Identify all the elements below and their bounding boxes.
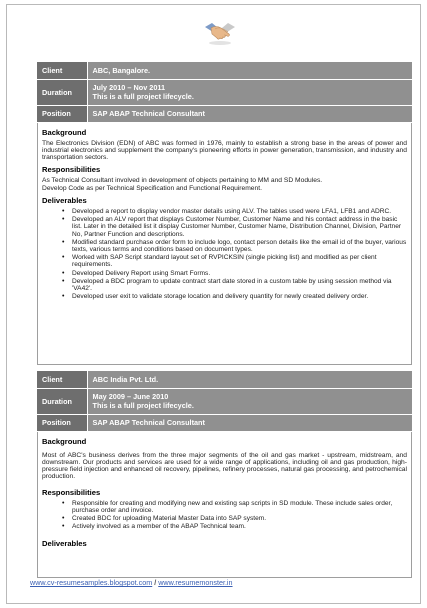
list-item: • Developed a report to display vendor master details using ALV. The tables used were LFA1, LFB1 and ADRC.	[62, 208, 407, 215]
list-item: • Modified standard purchase order form to include logo, contact person details like the email id of the buyer, various texts, various terms and conditions based on document types.	[62, 239, 407, 253]
duration-note: This is a full project lifecycle.	[92, 401, 194, 410]
list-item: • Developed an ALV report that displays Customer Number, Customer Name and his contact address in the basic list. Later in the detailed list it display Customer Number, Customer Name, Distribution Channel, Division, Partner No, Partner Function and descriptions.	[62, 216, 407, 238]
handshake-icon	[203, 18, 237, 46]
duration-dates: July 2010 – Nov 2011	[92, 82, 166, 92]
deliverables-list	[42, 208, 407, 300]
duration-label: Duration	[37, 79, 87, 105]
project-1-details	[37, 123, 412, 365]
footer-separator: /	[154, 578, 157, 587]
position-label: Position	[37, 105, 87, 122]
list-item: • Developed Delivery Report using Smart Forms.	[62, 270, 407, 277]
client-value: ABC India Pvt. Ltd.	[87, 371, 412, 388]
client-label: Client	[37, 62, 87, 79]
responsibilities-list	[42, 500, 407, 531]
responsibility-line: As Technical Consultant involved in development of objects pertaining to MM and SD Modules.	[42, 177, 323, 185]
background-text: The Electronics Division (EDN) of ABC was formed in 1976, mainly to establish a strong base in the areas of power and industrial electronics and supplement the company's pioneering efforts in power generation, transmission, and industry and transportation sectors.	[42, 139, 407, 162]
position-value: SAP ABAP Technical Consultant	[87, 414, 412, 431]
duration-dates: May 2009 – June 2010	[92, 391, 169, 401]
list-item: • Developed a BDC program to update contract start date stored in a custom table by using session method via 'VA42'.	[62, 278, 407, 292]
footer-link-blogspot[interactable]: www.cv-resumesamples.blogspot.com	[30, 578, 153, 587]
list-item: • Worked with SAP Script standard layout set of RVPICKSIN (single picking list) and modified as per client requirements.	[62, 254, 407, 268]
duration-label: Duration	[37, 388, 87, 414]
deliverables-heading: Deliverables	[42, 195, 87, 205]
position-value: SAP ABAP Technical Consultant	[87, 105, 412, 122]
responsibility-line: Develop Code as per Technical Specification and Functional Requirement.	[42, 184, 262, 192]
list-item: • Responsible for creating and modifying new and existing sap scripts in SD module. These include sales order, purchase order and invoice.	[62, 500, 407, 514]
position-label: Position	[37, 414, 87, 431]
project-2-details	[37, 432, 412, 578]
background-text: Most of ABC's business derives from the three major segments of the oil and gas market - upstream, midstream, and downstream. Our products and services are used for a wide range of applications, including oil and gas production, high-pressure field injection and enhanced oil recovery, pipelines, refinery processes, natural gas processing, and petrochemical production.	[42, 451, 407, 481]
list-item: • Created BDC for uploading Material Master Data into SAP system.	[62, 515, 407, 522]
duration-note: This is a full project lifecycle.	[92, 92, 194, 101]
deliverables-heading: Deliverables	[42, 538, 87, 548]
client-value: ABC, Bangalore.	[87, 62, 412, 79]
resume-page	[6, 4, 421, 604]
responsibilities-heading: Responsibilities	[42, 487, 101, 497]
duration-value	[87, 79, 412, 105]
client-label: Client	[37, 371, 87, 388]
footer-link-resumemonster[interactable]: www.resumemonster.in	[158, 578, 233, 587]
responsibilities-heading: Responsibilities	[42, 165, 101, 175]
list-item: • Actively involved as a member of the ABAP Technical team.	[62, 523, 407, 530]
project-2-info-table	[37, 371, 412, 432]
background-heading: Background	[42, 127, 87, 137]
footer-links	[30, 578, 330, 587]
list-item: • Developed user exit to validate storage location and delivery quantity for newly created delivery order.	[62, 293, 407, 300]
project-1	[37, 62, 412, 358]
background-heading: Background	[42, 436, 87, 446]
duration-value	[87, 388, 412, 414]
project-1-info-table	[37, 62, 412, 123]
project-2	[37, 371, 412, 577]
